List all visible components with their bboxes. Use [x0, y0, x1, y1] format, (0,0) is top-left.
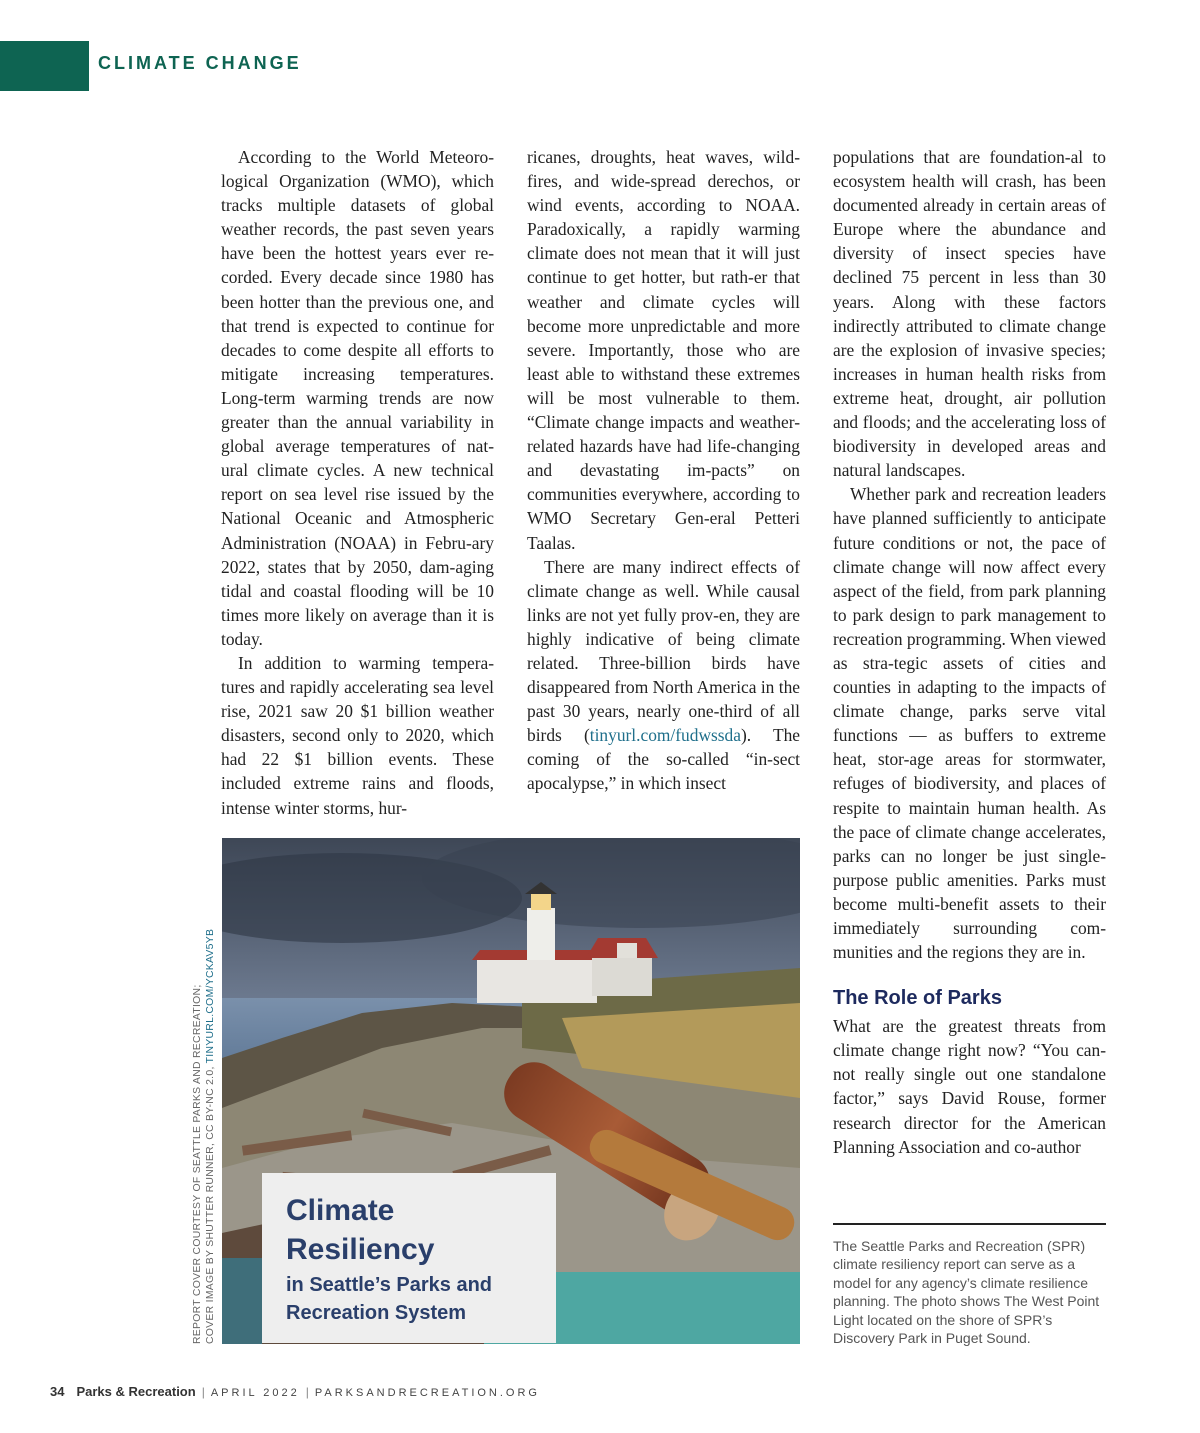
article-column-3	[833, 145, 1106, 1159]
bird-study-link[interactable]: tinyurl.com/fudwssda	[589, 725, 741, 746]
section-title: CLIMATE CHANGE	[98, 53, 302, 73]
paragraph: populations that are foundation-al to ecosystem health will crash, has been documented already in certain areas of Europe where the abundance and diversity of insect species have declined 75 percent in less than 30 years. Along with these factors indirectly attributed to climate change are the explosion of invasive species; increases in human health risks from extreme heat, drought, air pollution and floods; and the accelerating loss of biodiversity in developed areas and natural landscapes.	[833, 147, 1106, 481]
credit-text: COVER IMAGE BY SHUTTER RUNNER, CC BY-NC 2.0,	[205, 1066, 216, 1344]
credit-link[interactable]: TINYURL.COM/YCKAV5YB	[205, 928, 216, 1064]
website-link[interactable]: PARKSANDRECREATION.ORG	[314, 1387, 540, 1399]
report-cover-image	[222, 838, 800, 1344]
paragraph: According to the World Meteoro-logical Organization (WMO), which tracks multiple datasets of global weather records, the past seven years have been the hottest years ever re-corded. Every decade since 1980 has been hotter than the previous one, and that trend is expected to continue for decades to come despite all efforts to mitigate increasing temperatures. Long-term warming trends are now greater than the annual variability in global average temperatures of nat-ural climate cycles. A new technical report on sea level rise issued by the National Oceanic and Atmospheric Administration (NOAA) in Febru-ary 2022, states that by 2050, dam-aging tidal and coastal flooding will be 10 times more likely on average than it is today.	[221, 147, 494, 649]
paragraph: What are the greatest threats from climate change right now? “You can-not really single out one standalone factor,” says David Rouse, former research director for the American Planning Association and co-author	[833, 1016, 1106, 1157]
cover-title-line: Climate	[286, 1194, 395, 1227]
article-column-1	[221, 145, 494, 820]
footer-separator: |	[305, 1385, 309, 1399]
paragraph-text: There are many indirect effects of climate change as well. While causal links are not yet fully prov-en, they are highly indicative of being climate related. Three-billion birds have disappeared from North America in the past 30 years, nearly one-third of all birds (	[527, 556, 800, 746]
page-footer	[50, 1384, 540, 1399]
paragraph: Whether park and recreation leaders have planned sufficiently to anticipate future conditions or not, the pace of climate change will now affect every aspect of the field, from park planning to park design to park management to recreation programming. When viewed as stra-tegic assets of cities and counties in adapting to the impacts of climate change, parks serve vital functions — as buffers to extreme heat, stor-age areas for stormwater, refuges of biodiversity, and places of respite to maintain human health. As the pace of climate change accelerates, parks can no longer be just single-purpose public amenities. Parks must become multi-benefit assets to their immediately surrounding com-munities and the regions they are in.	[833, 484, 1106, 963]
cover-subtitle-line: Recreation System	[286, 1302, 467, 1324]
section-color-bar	[0, 41, 89, 91]
figure-caption: The Seattle Parks and Recreation (SPR) climate resiliency report can serve as a model for any agency’s climate resilience planning. The photo shows The West Point Light located on the shore of SPR’s Discovery Park in Puget Sound.	[833, 1238, 1100, 1347]
section-subheading: The Role of Parks	[833, 987, 1002, 1010]
caption-divider	[833, 1223, 1106, 1225]
cover-subtitle-line: in Seattle’s Parks and	[286, 1274, 493, 1296]
photo-credit	[191, 924, 217, 1344]
page-number: 34	[50, 1384, 65, 1399]
cover-subtitle	[286, 1271, 492, 1327]
report-cover-title-box	[262, 1173, 556, 1343]
credit-line: REPORT COVER COURTESY OF SEATTLE PARKS AND RECREATION;	[192, 984, 203, 1344]
paragraph-text: ). The coming of the so-called “in-sect apocalypse,” in which insect	[527, 725, 800, 794]
paragraph: In addition to warming tempera-tures and rapidly accelerating sea level rise, 2021 saw 20 $1 billion weather disasters, second only to 2020, which had 22 $1 billion events. These included extreme rains and floods, intense winter storms, hur-	[221, 652, 494, 818]
cover-title	[286, 1191, 434, 1269]
article-column-2	[527, 145, 800, 796]
paragraph: ricanes, droughts, heat waves, wild-fires, and wide-spread derechos, or wind events, according to NOAA. Paradoxically, a rapidly warming climate does not mean that it will just continue to get hotter, but rath-er that weather and climate cycles will become more unpredictable and more severe. Importantly, those who are least able to withstand these extremes will be most vulnerable to them. “Climate change impacts and weather-related hazards have had life-changing and devastating im-pacts” on communities everywhere, according to WMO Secretary Gen-eral Petteri Taalas.	[527, 147, 800, 553]
cover-title-line: Resiliency	[286, 1233, 435, 1266]
magazine-name: Parks & Recreation	[76, 1384, 196, 1399]
credit-line	[204, 924, 217, 1344]
issue-date: APRIL 2022	[210, 1387, 300, 1399]
paragraph	[527, 555, 800, 796]
footer-separator: |	[201, 1385, 205, 1399]
